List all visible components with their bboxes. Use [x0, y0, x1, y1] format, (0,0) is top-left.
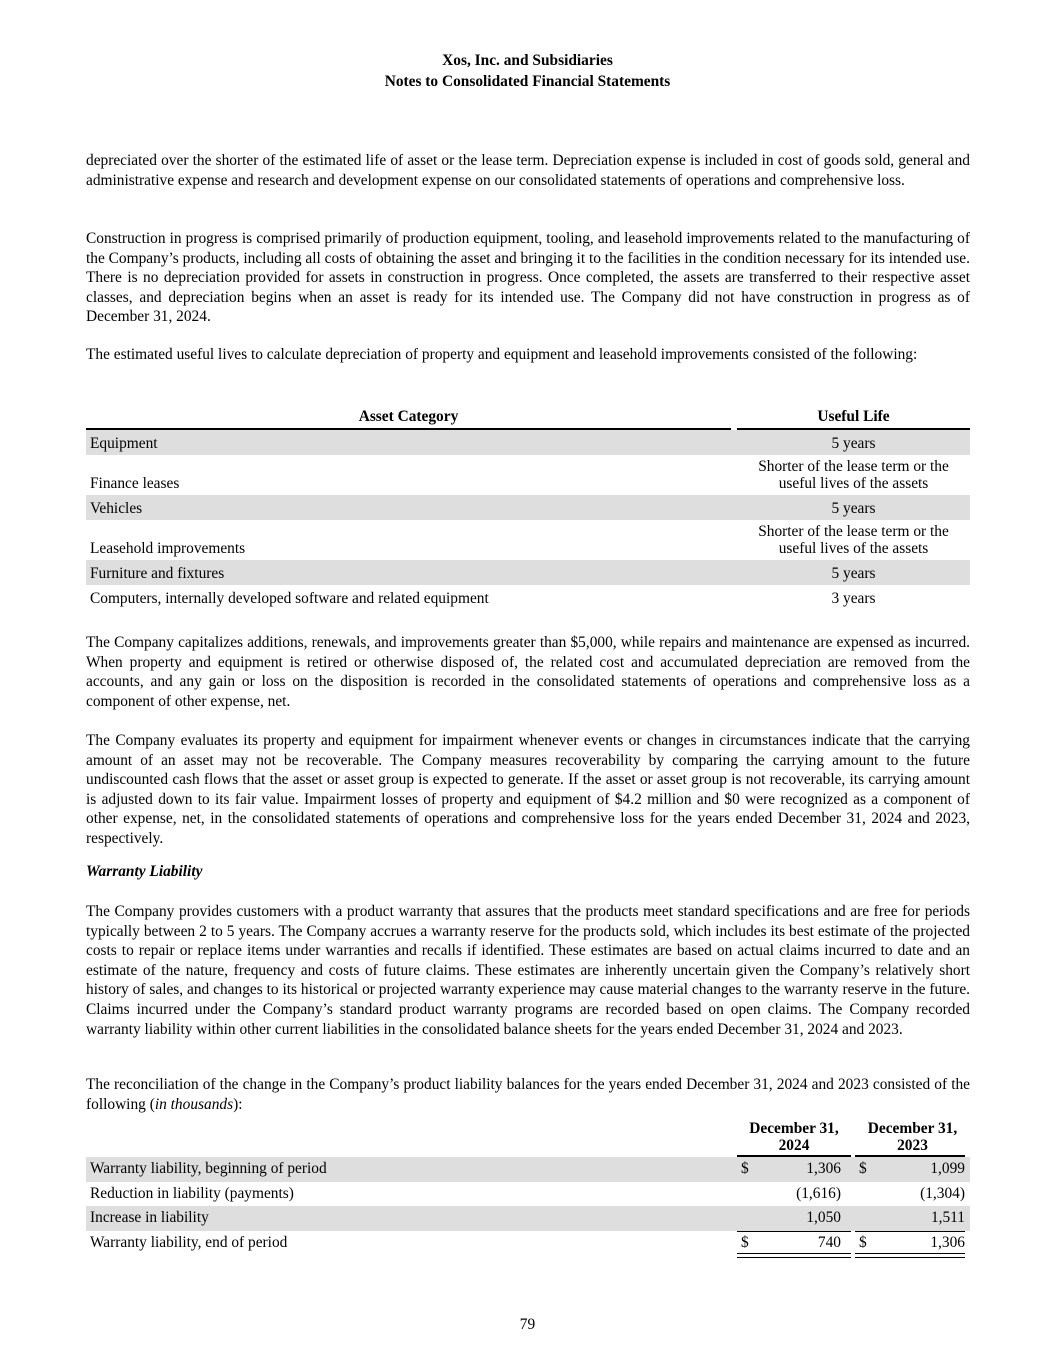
asset-category: Computers, internally developed software and related equipment — [90, 590, 489, 607]
value-2023: 1,099 — [930, 1160, 965, 1177]
page-number: 79 — [519, 1316, 536, 1333]
table-row — [86, 1157, 970, 1182]
paragraph-warranty-description: The Company provides customers with a product warranty that assures that the products meet standard specifications and are free for periods typically between 2 to 5 years. The Company accrues a warranty reserve for the products sold, which includes its best estimate of the projected costs to repair or replace items under warranties and recalls if identified. These estimates are based on actual claims incurred to date and an estimate of the nature, frequency and costs of future claims. These estimates are inherently uncertain given the Company’s relatively short history of sales, and changes to its historical or projected warranty experience may cause material changes to the warranty reserve in the future. Claims incurred under the Company’s standard product warranty programs are recorded based on open claims. The Company recorded warranty liability within other current liabilities in the consolidated balance sheets for the years ended December 31, 2024 and 2023. — [86, 903, 970, 1038]
table-row — [86, 495, 970, 520]
useful-life: 3 years — [831, 590, 876, 607]
table-row — [86, 520, 970, 560]
currency-symbol: $ — [741, 1160, 749, 1177]
value-2024: 1,050 — [806, 1209, 841, 1226]
column-header-useful-life: Useful Life — [817, 408, 890, 425]
total-double-underline — [737, 1253, 851, 1258]
value-2024: 740 — [817, 1233, 841, 1251]
asset-category: Equipment — [90, 435, 158, 452]
column-header-2024: December 31, 2024 — [749, 1120, 839, 1154]
useful-life: 5 years — [831, 565, 876, 582]
paragraph-capitalization-policy: The Company capitalizes additions, renewals, and improvements greater than $5,000, while repairs and maintenance are expensed as incurred. When property and equipment is retired or otherwise disposed of, the related cost and accumulated depreciation are removed from the accounts, and any gain or loss on the disposition is recorded in the consolidated statements of operations and comprehensive loss as a component of other expense, net. — [86, 634, 970, 710]
column-header-asset-category: Asset Category — [358, 408, 459, 425]
page-header — [0, 50, 1055, 92]
row-label: Reduction in liability (payments) — [90, 1184, 294, 1202]
asset-category: Furniture and fixtures — [90, 565, 225, 582]
company-name: Xos, Inc. and Subsidiaries — [442, 52, 613, 69]
asset-category: Leasehold improvements — [90, 540, 246, 557]
asset-category: Finance leases — [90, 475, 180, 492]
useful-life: Shorter of the lease term or the useful lives of the assets — [758, 523, 949, 557]
row-label: Warranty liability, end of period — [90, 1233, 288, 1251]
table-header — [86, 1120, 970, 1157]
asset-category: Vehicles — [90, 500, 143, 517]
value-2023: (1,304) — [920, 1184, 965, 1202]
table-row — [86, 1182, 970, 1207]
table-row — [86, 585, 970, 610]
table-row — [86, 1206, 970, 1231]
currency-symbol: $ — [859, 1160, 867, 1177]
value-2024: 1,306 — [806, 1160, 841, 1177]
header-title: Notes to Consolidated Financial Statements — [384, 73, 671, 90]
value-2023: 1,306 — [930, 1233, 965, 1251]
total-double-underline — [855, 1253, 965, 1258]
paragraph-construction-in-progress: Construction in progress is comprised primarily of production equipment, tooling, and leasehold improvements related to the manufacturing of the Company’s products, including all costs of obtaining the asset and bringing it to the facilities in the condition necessary for its intended use. There is no depreciation provided for assets in construction in progress. Once completed, the assets are transferred to their respective asset classes, and depreciation begins when an asset is ready for its intended use. The Company did not have construction in progress as of December 31, 2024. — [86, 230, 970, 326]
useful-lives-table — [86, 408, 970, 610]
table-row — [86, 1231, 970, 1256]
currency-symbol: $ — [859, 1233, 867, 1251]
paragraph-reconciliation-intro: The reconciliation of the change in the Company’s product liability balances for the years ended December 31, 2024 and 2023 consisted of the following (in thousands): — [86, 1076, 970, 1113]
section-heading-warranty-liability: Warranty Liability — [86, 863, 203, 880]
currency-symbol: $ — [741, 1233, 749, 1251]
table-header — [86, 408, 970, 430]
paragraph-impairment: The Company evaluates its property and equipment for impairment whenever events or changes in circumstances indicate that the carrying amount of an asset may not be recoverable. The Company measures recoverability by comparing the carrying amount to the future undiscounted cash flows that the asset or asset group is expected to generate. If the asset or asset group is not recoverable, its carrying amount is adjusted down to its fair value. Impairment losses of property and equipment of $4.2 million and $0 were recognized as a component of other expense, net, in the consolidated statements of operations and comprehensive loss for the years ended December 31, 2024 and 2023, respectively. — [86, 732, 970, 847]
useful-life: 5 years — [831, 500, 876, 517]
value-2024: (1,616) — [796, 1184, 841, 1202]
table-row — [86, 455, 970, 495]
warranty-reconciliation-table — [86, 1120, 970, 1255]
italic-in-thousands: in thousands — [154, 1095, 234, 1113]
useful-life: 5 years — [831, 435, 876, 452]
value-2023: 1,511 — [930, 1209, 965, 1226]
table-row — [86, 430, 970, 455]
table-row — [86, 560, 970, 585]
paragraph-useful-lives-intro: The estimated useful lives to calculate depreciation of property and equipment and leasehold improvements consisted of the following: — [86, 346, 918, 363]
column-header-2023: December 31, 2023 — [867, 1120, 958, 1154]
paragraph-depreciation: depreciated over the shorter of the estimated life of asset or the lease term. Depreciation expense is included in cost of goods sold, general and administrative expense and research and development expense on our consolidated statements of operations and comprehensive loss. — [86, 152, 970, 189]
useful-life: Shorter of the lease term or the useful lives of the assets — [758, 458, 949, 492]
row-label: Warranty liability, beginning of period — [90, 1160, 327, 1177]
row-label: Increase in liability — [90, 1209, 209, 1226]
